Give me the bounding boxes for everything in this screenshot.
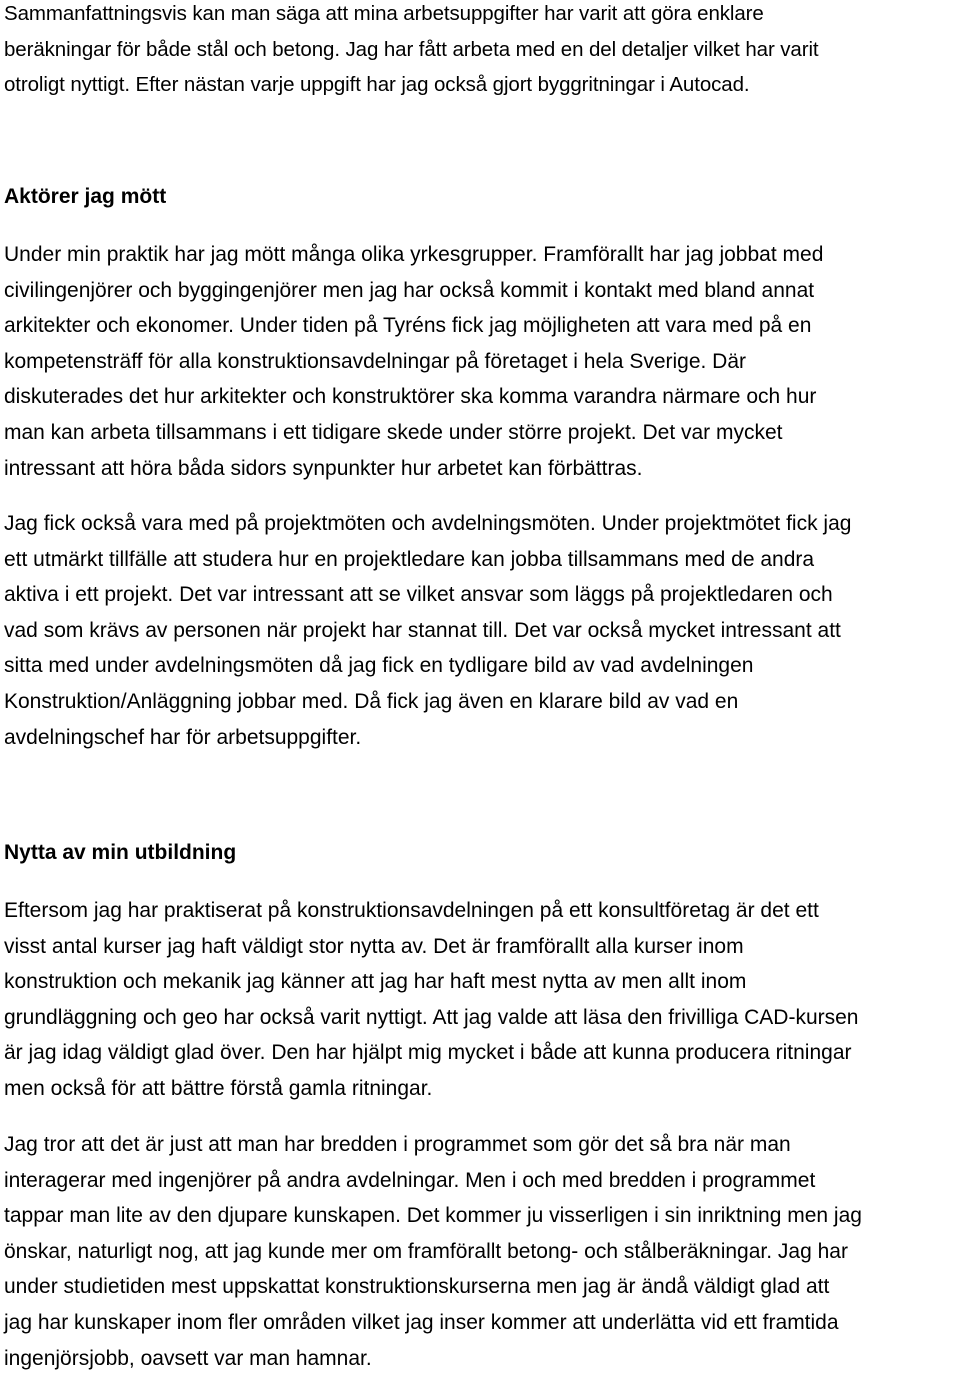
text-line: Jag fick också vara med på projektmöten och avdelningsmöten. Under projektmötet fick jag (4, 512, 852, 535)
text-line: arkitekter och ekonomer. Under tiden på Tyréns fick jag möjligheten att vara med på en (4, 314, 812, 338)
text-line: otroligt nyttigt. Efter nästan varje uppgift har jag också gjort byggritningar i Autocad. (4, 73, 750, 97)
text-line: Jag tror att det är just att man har bredden i programmet som gör det så bra när man (4, 1133, 791, 1156)
text-line: vad som krävs av personen när projekt har stannat till. Det var också mycket intressant att (4, 618, 841, 642)
text-line: tappar man lite av den djupare kunskapen. Det kommer ju visserligen i sin inriktning men jag (4, 1204, 862, 1228)
text-line: Konstruktion/Anläggning jobbar med. Då fick jag även en klarare bild av vad en (4, 689, 739, 713)
text-line: beräkningar för både stål och betong. Jag har fått arbeta med en del detaljer vilket har varit (4, 37, 819, 61)
summary-paragraph (4, 0, 960, 103)
text-line: interagerar med ingenjörer på andra avdelningar. Men i och med bredden i programmet (4, 1168, 816, 1192)
text-line: avdelningschef har för arbetsuppgifter. (4, 725, 362, 749)
text-line: kompetensträff för alla konstruktionsavdelningar på företaget i hela Sverige. Där (4, 349, 747, 373)
aktorer-paragraph-a (4, 237, 960, 486)
text-line: under studietiden mest uppskattat konstruktionskurserna men jag är ändå väldigt glad att (4, 1275, 830, 1299)
text-line: jag har kunskaper inom fler områden vilket jag inser kommer att underlätta vid ett framtida (4, 1310, 839, 1334)
text-line: civilingenjörer och byggingenjörer men jag har också kommit i kontakt med bland annat (4, 278, 815, 302)
nytta-paragraph-b (4, 1127, 960, 1376)
text-line: är jag idag väldigt glad över. Den har hjälpt mig mycket i både att kunna producera ritningar (4, 1041, 852, 1065)
text-line: visst antal kurser jag haft väldigt stor nytta av. Det är framförallt alla kurser inom (4, 934, 744, 958)
text-line: ett utmärkt tillfälle att studera hur en projektledare kan jobba tillsammans med de andra (4, 547, 815, 571)
text-line: men också för att bättre förstå gamla ritningar. (4, 1076, 433, 1100)
text-line: aktiva i ett projekt. Det var intressant att se vilket ansvar som läggs på projektledaren och (4, 583, 833, 607)
text-line: önskar, naturligt nog, att jag kunde mer om framförallt betong- och stålberäkningar. Jag har (4, 1239, 848, 1263)
nytta-paragraph-a (4, 893, 960, 1107)
text-line: sitta med under avdelningsmöten då jag fick en tydligare bild av vad avdelningen (4, 654, 754, 678)
text-line: intressant att höra båda sidors synpunkter hur arbetet kan förbättras. (4, 456, 643, 480)
text-line: ingenjörsjobb, oavsett var man hamnar. (4, 1346, 372, 1370)
section-heading-nytta: Nytta av min utbildning (4, 841, 237, 864)
text-line: Under min praktik har jag mött många olika yrkesgrupper. Framförallt har jag jobbat med (4, 243, 824, 266)
text-line: konstruktion och mekanik jag känner att jag har haft mest nytta av men allt inom (4, 970, 747, 994)
text-line: man kan arbeta tillsammans i ett tidigare skede under större projekt. Det var mycket (4, 420, 783, 444)
section-heading-aktorer: Aktörer jag mött (4, 185, 167, 208)
text-line: Sammanfattningsvis kan man säga att mina arbetsuppgifter har varit att göra enklare (4, 2, 764, 25)
aktorer-paragraph-b (4, 506, 960, 755)
text-line: Eftersom jag har praktiserat på konstruktionsavdelningen på ett konsultföretag är det ett (4, 899, 819, 922)
text-line: grundläggning och geo har också varit nyttigt. Att jag valde att läsa den frivilliga CAD-kursen (4, 1005, 859, 1029)
text-line: diskuterades det hur arkitekter och konstruktörer ska komma varandra närmare och hur (4, 385, 817, 409)
